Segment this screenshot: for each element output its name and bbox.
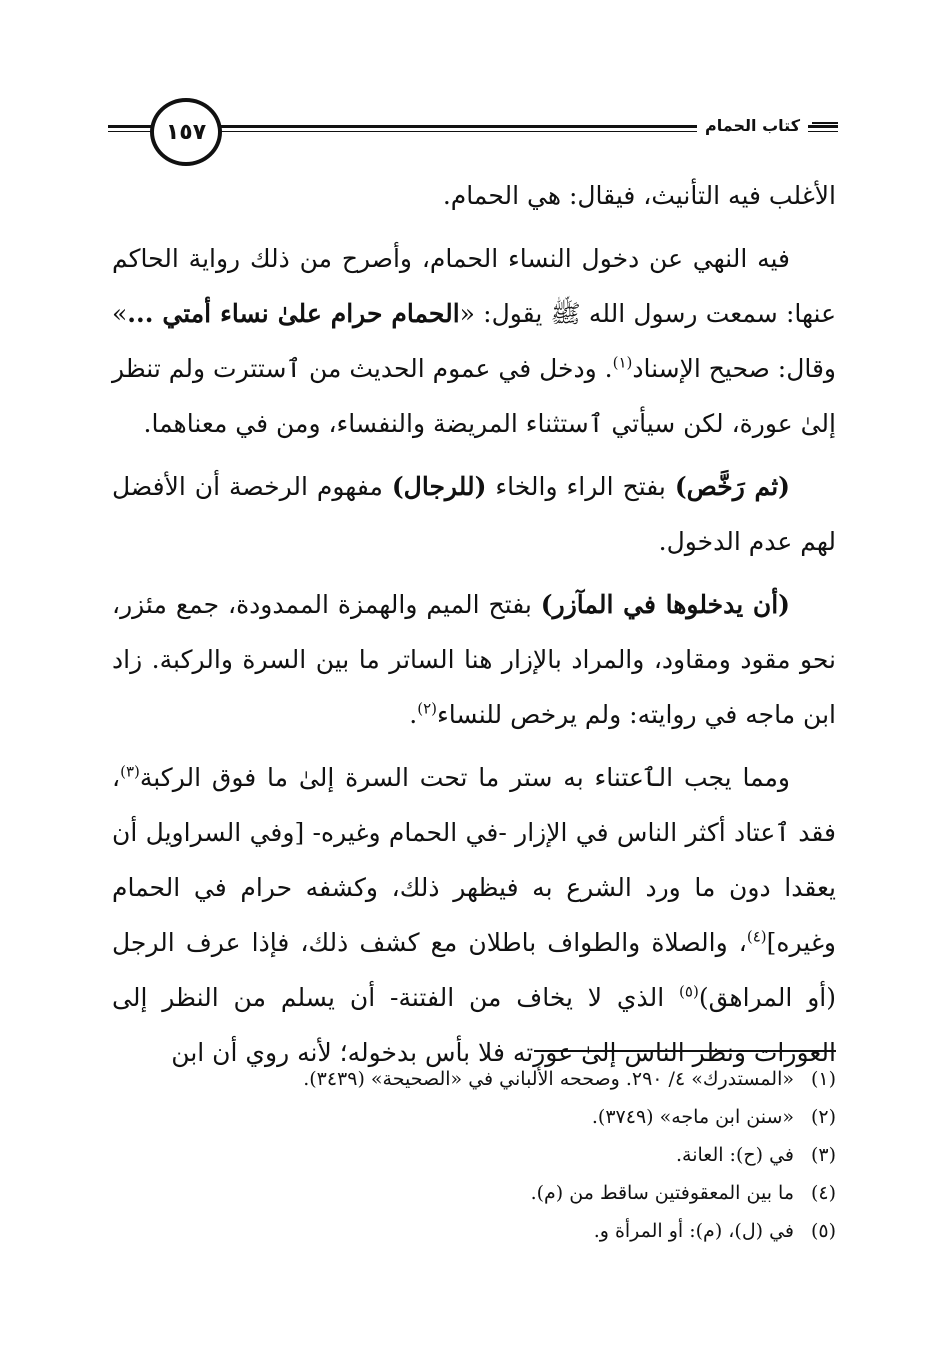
page-number-badge <box>150 98 222 166</box>
paragraph-1-text: الأغلب فيه التأنيث، فيقال: هي الحمام. <box>442 181 836 210</box>
paragraph-5-part1: ومما يجب الٱعتناء به ستر ما تحت السرة إلىٰ ما فوق الركبة <box>139 763 790 792</box>
paragraph-2-part3: . ودخل في عموم الحديث من ٱستترت ولم تنظر إلىٰ عورة، لكن سيأتي ٱستثناء المريضة والنفساء، ومن في معناهما. <box>112 354 836 438</box>
footnote-number: (٥) <box>810 1220 836 1242</box>
body-text <box>112 168 836 1088</box>
footnote-separator <box>534 1050 836 1052</box>
paragraph-3-part2: مفهوم الرخصة أن الأفضل لهم عدم الدخول. <box>112 472 836 556</box>
paragraph-5 <box>112 750 836 1080</box>
footnote-ref-5: (٥) <box>679 982 699 1001</box>
footnote-ref-4: (٤) <box>746 927 767 946</box>
footnote-ref-2: (٢) <box>417 699 438 718</box>
paragraph-4 <box>112 577 836 742</box>
matn-phrase-3: (أن يدخلوها في المآزر) <box>540 590 791 619</box>
paragraph-2-part1: فيه النهي عن دخول النساء الحمام، وأصرح من ذلك رواية الحاكم عنها: سمعت رسول الله ﷺ يقول: « <box>112 244 836 328</box>
footnote-4 <box>112 1174 836 1212</box>
footnote-text: ما بين المعقوفتين ساقط من (م). <box>530 1182 794 1204</box>
paragraph-5-part3: ، والصلاة والطواف باطلان مع كشف ذلك، فإذا عرف الرجل (أو المراهق) <box>112 928 837 1012</box>
footnote-number: (٣) <box>810 1144 836 1166</box>
footnote-ref-3: (٣) <box>120 762 140 781</box>
footnote-text: «سنن ابن ماجه» (٣٧٤٩). <box>591 1106 794 1128</box>
footnote-text: في (ل)، (م): أو المرأة و. <box>593 1220 794 1242</box>
footnotes <box>112 1060 836 1250</box>
page-number: ١٥٧ <box>165 119 207 145</box>
footnote-ref-1: (١) <box>612 353 633 372</box>
footnote-3 <box>112 1136 836 1174</box>
page-header <box>108 98 838 162</box>
matn-phrase-2: (للرجال) <box>391 472 487 501</box>
header-rule-end <box>812 122 838 124</box>
paragraph-4-part1: بفتح الميم والهمزة الممدودة، جمع مئزر، نحو مقود ومقاود، والمراد بالإزار هنا الساتر ما بين السرة والركبة. زاد ابن ماجه في روايته: ولم يرخص للنساء <box>112 590 836 729</box>
paragraph-2 <box>112 231 836 451</box>
paragraph-5-part4: الذي لا يخاف من الفتنة- أن يسلم من النظر إلى العورات ونظر الناس إلىٰ عورته فلا بأس بدخوله؛ لأنه روي أن ابن <box>112 983 836 1067</box>
running-title: كتاب الحمام <box>697 116 808 135</box>
matn-phrase-1: (ثم رَخَّص) <box>674 472 790 501</box>
footnote-1 <box>112 1060 836 1098</box>
paragraph-3-part1: بفتح الراء والخاء <box>486 472 675 501</box>
footnote-number: (٢) <box>810 1106 836 1128</box>
footnote-text: في (ح): العانة. <box>675 1144 794 1166</box>
paragraph-5-part2: ، فقد ٱعتاد أكثر الناس في الإزار -في الحمام وغيره- [وفي السراويل أن يعقدا دون ما ورد الشرع به فيظهر ذلك، وكشفه حرام في الحمام وغيره] <box>112 763 836 957</box>
paragraph-3 <box>112 459 836 569</box>
footnote-5 <box>112 1212 836 1250</box>
footnote-number: (٤) <box>810 1182 836 1204</box>
hadith-quote: الحمام حرام علىٰ نساء أمتي ... <box>127 299 460 328</box>
footnote-number: (١) <box>810 1068 836 1090</box>
paragraph-4-part2: . <box>409 700 418 729</box>
footnote-text: «المستدرك» ٤/ ٢٩٠. وصححه الألباني في «الصحيحة» (٣٤٣٩). <box>303 1068 794 1090</box>
footnote-2 <box>112 1098 836 1136</box>
paragraph-2-part2: » وقال: صحيح الإسناد <box>112 299 836 383</box>
paragraph-1 <box>112 168 836 223</box>
